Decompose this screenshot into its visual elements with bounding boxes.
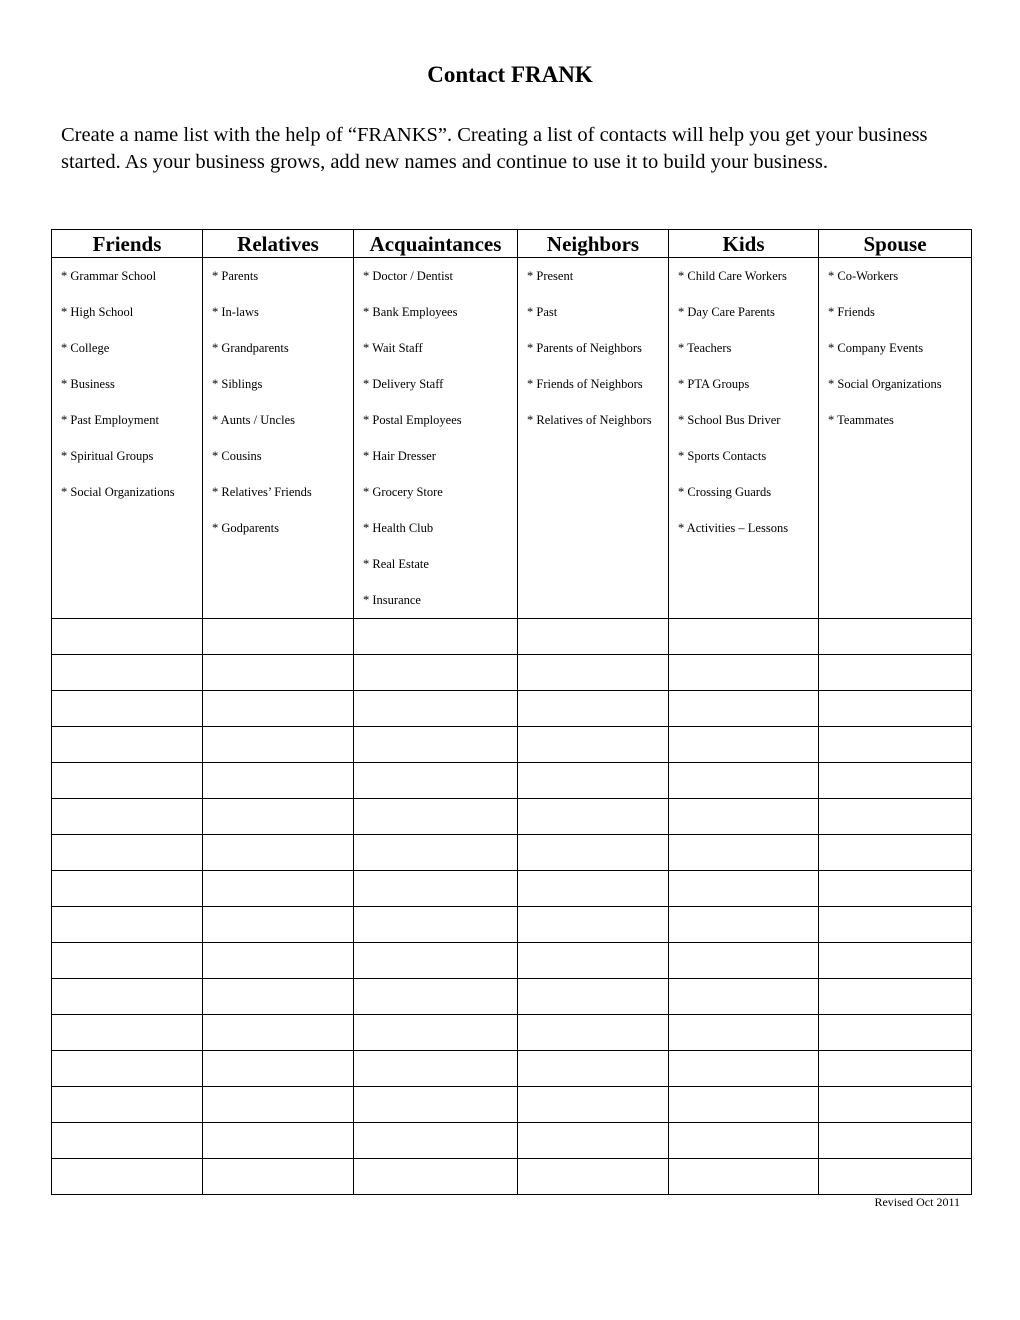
blank-entry-cell[interactable] — [203, 763, 354, 799]
blank-entry-row — [52, 943, 972, 979]
blank-entry-cell[interactable] — [203, 907, 354, 943]
blank-entry-cell[interactable] — [203, 1123, 354, 1159]
column-header-spouse: Spouse — [819, 230, 972, 258]
acquaintances-cell — [354, 258, 518, 619]
list-item: * Parents of Neighbors — [527, 341, 642, 355]
blank-entry-cell[interactable] — [203, 979, 354, 1015]
blank-entry-cell[interactable] — [819, 871, 972, 907]
spouse-list — [819, 258, 971, 438]
list-item: * Delivery Staff — [363, 377, 444, 391]
list-item: * Relatives of Neighbors — [527, 413, 652, 427]
blank-entry-cell[interactable] — [354, 835, 518, 871]
blank-entry-cell[interactable] — [354, 691, 518, 727]
blank-entry-cell[interactable] — [354, 763, 518, 799]
blank-entry-cell[interactable] — [518, 871, 669, 907]
blank-entry-cell[interactable] — [203, 1087, 354, 1123]
blank-entry-row — [52, 1159, 972, 1195]
blank-entry-cell[interactable] — [819, 835, 972, 871]
blank-entry-cell[interactable] — [354, 1159, 518, 1195]
list-item: * Co-Workers — [828, 269, 899, 283]
kids-cell — [669, 258, 819, 619]
blank-entry-row — [52, 1087, 972, 1123]
blank-entry-cell[interactable] — [669, 727, 819, 763]
blank-entry-cell[interactable] — [52, 1159, 203, 1195]
list-item: * Relatives’ Friends — [212, 485, 312, 499]
list-item: * Hair Dresser — [363, 449, 436, 463]
column-header-acquaintances: Acquaintances — [354, 230, 518, 258]
blank-entry-cell[interactable] — [819, 655, 972, 691]
list-item: * Social Organizations — [61, 485, 175, 499]
list-item: * Teammates — [828, 413, 894, 427]
list-item: * PTA Groups — [678, 377, 750, 391]
blank-entry-cell[interactable] — [669, 1087, 819, 1123]
blank-entry-cell[interactable] — [203, 799, 354, 835]
blank-entry-cell[interactable] — [518, 835, 669, 871]
list-item: * Child Care Workers — [678, 269, 787, 283]
blank-entry-cell[interactable] — [669, 871, 819, 907]
blank-entry-cell[interactable] — [819, 619, 972, 655]
blank-entry-cell[interactable] — [518, 727, 669, 763]
blank-entry-row — [52, 907, 972, 943]
blank-entry-cell[interactable] — [518, 655, 669, 691]
list-item: * Spiritual Groups — [61, 449, 154, 463]
blank-entry-cell[interactable] — [518, 763, 669, 799]
blank-entry-cell[interactable] — [819, 1051, 972, 1087]
acquaintances-list — [354, 258, 517, 618]
blank-entry-cell[interactable] — [52, 799, 203, 835]
relatives-list — [203, 258, 353, 546]
list-item: * Wait Staff — [363, 341, 423, 355]
blank-entry-cell[interactable] — [52, 979, 203, 1015]
blank-entry-cell[interactable] — [52, 691, 203, 727]
blank-entry-cell[interactable] — [819, 1015, 972, 1051]
blank-entry-cell[interactable] — [203, 871, 354, 907]
blank-entry-row — [52, 655, 972, 691]
blank-entry-cell[interactable] — [669, 835, 819, 871]
blank-entry-cell[interactable] — [203, 619, 354, 655]
blank-entry-cell[interactable] — [669, 1051, 819, 1087]
blank-entry-cell[interactable] — [52, 1051, 203, 1087]
blank-entry-row — [52, 763, 972, 799]
blank-entry-cell[interactable] — [669, 1123, 819, 1159]
blank-entry-cell[interactable] — [518, 799, 669, 835]
category-row — [52, 258, 972, 619]
blank-entry-cell[interactable] — [819, 943, 972, 979]
spouse-cell — [819, 258, 972, 619]
blank-entry-cell[interactable] — [518, 943, 669, 979]
relatives-cell — [203, 258, 354, 619]
blank-entry-cell[interactable] — [203, 943, 354, 979]
list-item: * Cousins — [212, 449, 262, 463]
list-item: * School Bus Driver — [678, 413, 781, 427]
blank-entry-cell[interactable] — [518, 1051, 669, 1087]
blank-entry-cell[interactable] — [669, 907, 819, 943]
list-item: * Grocery Store — [363, 485, 443, 499]
blank-entry-row — [52, 1123, 972, 1159]
friends-cell — [52, 258, 203, 619]
blank-entry-cell[interactable] — [669, 799, 819, 835]
list-item: * Doctor / Dentist — [363, 269, 453, 283]
blank-entry-cell[interactable] — [518, 979, 669, 1015]
list-item: * Godparents — [212, 521, 279, 535]
list-item: * Present — [527, 269, 574, 283]
list-item: * High School — [61, 305, 134, 319]
blank-entry-cell[interactable] — [669, 691, 819, 727]
column-header-friends: Friends — [52, 230, 203, 258]
blank-entry-cell[interactable] — [354, 871, 518, 907]
blank-entry-cell[interactable] — [518, 1159, 669, 1195]
blank-entry-row — [52, 691, 972, 727]
list-item: * Activities – Lessons — [678, 521, 789, 535]
list-item: * Day Care Parents — [678, 305, 775, 319]
list-item: * Crossing Guards — [678, 485, 772, 499]
blank-entry-row — [52, 619, 972, 655]
blank-entry-cell[interactable] — [354, 1123, 518, 1159]
blank-entry-cell[interactable] — [819, 1087, 972, 1123]
blank-entry-row — [52, 1015, 972, 1051]
blank-entry-cell[interactable] — [52, 619, 203, 655]
blank-entry-cell[interactable] — [518, 1015, 669, 1051]
list-item: * Health Club — [363, 521, 434, 535]
blank-entry-cell[interactable] — [518, 619, 669, 655]
list-item: * Business — [61, 377, 115, 391]
blank-entry-cell[interactable] — [518, 1123, 669, 1159]
blank-entry-cell[interactable] — [203, 1051, 354, 1087]
blank-entry-cell[interactable] — [819, 691, 972, 727]
kids-list — [669, 258, 818, 546]
blank-entry-cell[interactable] — [819, 763, 972, 799]
blank-entry-cell[interactable] — [203, 1159, 354, 1195]
blank-entry-cell[interactable] — [203, 691, 354, 727]
revision-note: Revised Oct 2011 — [874, 1195, 960, 1209]
column-header-neighbors: Neighbors — [518, 230, 669, 258]
blank-entry-cell[interactable] — [52, 763, 203, 799]
blank-entry-cell[interactable] — [203, 1015, 354, 1051]
list-item: * Teachers — [678, 341, 732, 355]
blank-entry-cell[interactable] — [52, 1123, 203, 1159]
list-item: * Grammar School — [61, 269, 157, 283]
blank-entry-cell[interactable] — [518, 691, 669, 727]
blank-entry-cell[interactable] — [819, 1123, 972, 1159]
list-item: * Friends of Neighbors — [527, 377, 643, 391]
blank-entry-cell[interactable] — [669, 979, 819, 1015]
blank-entry-cell[interactable] — [518, 1087, 669, 1123]
blank-entry-cell[interactable] — [52, 655, 203, 691]
blank-entry-cell[interactable] — [819, 979, 972, 1015]
blank-entry-cell[interactable] — [669, 763, 819, 799]
list-item: * In-laws — [212, 305, 259, 319]
blank-entry-cell[interactable] — [354, 655, 518, 691]
column-header-relatives: Relatives — [203, 230, 354, 258]
blank-entry-cell[interactable] — [354, 907, 518, 943]
list-item: * Grandparents — [212, 341, 289, 355]
blank-entry-cell[interactable] — [52, 835, 203, 871]
blank-entry-cell[interactable] — [203, 835, 354, 871]
list-item: * Bank Employees — [363, 305, 458, 319]
intro-paragraph: Create a name list with the help of “FRANKS”. Creating a list of contacts will help you get your business started. As your business grows, add new names and continue to use it to build your business. — [61, 124, 928, 173]
list-item: * Siblings — [212, 377, 263, 391]
blank-entry-cell[interactable] — [669, 619, 819, 655]
blank-entry-cell[interactable] — [669, 655, 819, 691]
blank-entry-cell[interactable] — [354, 1087, 518, 1123]
list-item: * Social Organizations — [828, 377, 942, 391]
blank-entry-cell[interactable] — [354, 979, 518, 1015]
list-item: * Past Employment — [61, 413, 159, 427]
blank-entry-cell[interactable] — [819, 907, 972, 943]
blank-entry-cell[interactable] — [669, 1159, 819, 1195]
page-title: Contact FRANK — [427, 62, 593, 87]
blank-entry-row — [52, 1051, 972, 1087]
blank-entry-cell[interactable] — [354, 1051, 518, 1087]
neighbors-list — [518, 258, 668, 438]
blank-entry-cell[interactable] — [52, 943, 203, 979]
blank-entry-cell[interactable] — [203, 727, 354, 763]
neighbors-cell — [518, 258, 669, 619]
list-item: * Parents — [212, 269, 259, 283]
blank-entry-cell[interactable] — [819, 1159, 972, 1195]
blank-entry-cell[interactable] — [669, 943, 819, 979]
contact-table — [51, 229, 972, 1195]
header-row — [52, 230, 972, 258]
blank-entry-cell[interactable] — [819, 799, 972, 835]
blank-entry-cell[interactable] — [52, 727, 203, 763]
list-item: * Company Events — [828, 341, 924, 355]
list-item: * Friends — [828, 305, 875, 319]
blank-entry-cell[interactable] — [819, 727, 972, 763]
blank-entry-cell[interactable] — [354, 943, 518, 979]
blank-entry-row — [52, 799, 972, 835]
list-item: * Insurance — [363, 593, 421, 607]
blank-entry-row — [52, 979, 972, 1015]
list-item: * Real Estate — [363, 557, 429, 571]
blank-entry-cell[interactable] — [52, 1087, 203, 1123]
blank-entry-cell[interactable] — [518, 907, 669, 943]
list-item: * College — [61, 341, 110, 355]
blank-entry-cell[interactable] — [52, 871, 203, 907]
blank-entry-cell[interactable] — [354, 619, 518, 655]
blank-entry-cell[interactable] — [203, 655, 354, 691]
blank-entry-row — [52, 835, 972, 871]
list-item: * Past — [527, 305, 558, 319]
list-item: * Sports Contacts — [678, 449, 767, 463]
blank-entry-cell[interactable] — [669, 1015, 819, 1051]
column-header-kids: Kids — [669, 230, 819, 258]
blank-entry-cell[interactable] — [52, 1015, 203, 1051]
blank-entry-cell[interactable] — [354, 727, 518, 763]
blank-entry-row — [52, 727, 972, 763]
blank-entry-cell[interactable] — [52, 907, 203, 943]
friends-list — [52, 258, 202, 510]
blank-entry-cell[interactable] — [354, 1015, 518, 1051]
list-item: * Aunts / Uncles — [212, 413, 295, 427]
list-item: * Postal Employees — [363, 413, 462, 427]
blank-entry-cell[interactable] — [354, 799, 518, 835]
blank-entry-row — [52, 871, 972, 907]
